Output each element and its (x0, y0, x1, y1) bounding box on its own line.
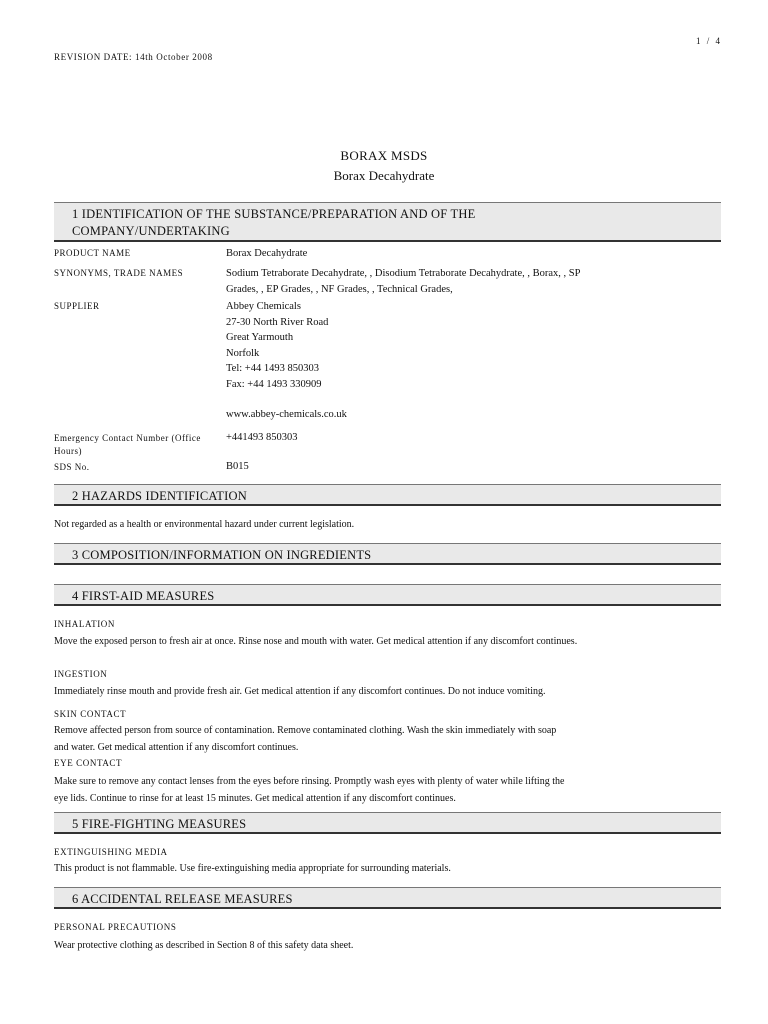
document-title: BORAX MSDS (340, 148, 428, 163)
extinguishing-media-label: EXTINGUISHING MEDIA (54, 847, 168, 857)
sds-number-label: SDS No. (54, 462, 90, 472)
section-4-header (54, 584, 721, 606)
eye-contact-line-1: Make sure to remove any contact lenses from the eyes before rinsing. Promptly wash eyes with plenty of water while lifting the (54, 776, 565, 787)
personal-precautions-label: PERSONAL PRECAUTIONS (54, 922, 177, 932)
sds-number-value: B015 (226, 461, 249, 472)
section-3-header-text: 3 COMPOSITION/INFORMATION ON INGREDIENTS (72, 548, 372, 562)
section-4-header-text: 4 FIRST-AID MEASURES (72, 589, 215, 603)
supplier-address (226, 299, 328, 392)
section-1-header (54, 202, 721, 242)
section-5-header-text: 5 FIRE-FIGHTING MEASURES (72, 817, 247, 831)
section-6-header (54, 887, 721, 909)
extinguishing-media-text: This product is not flammable. Use fire-extinguishing media appropriate for surrounding materials. (54, 863, 451, 874)
skin-contact-label: SKIN CONTACT (54, 709, 127, 719)
personal-precautions-text: Wear protective clothing as described in Section 8 of this safety data sheet. (54, 940, 354, 951)
emergency-contact-value: +441493 850303 (226, 432, 298, 443)
synonyms-line-1: Sodium Tetraborate Decahydrate, , Disodium Tetraborate Decahydrate, , Borax, , SP (226, 268, 581, 279)
eye-contact-label: EYE CONTACT (54, 758, 123, 768)
emergency-label-line-1: Emergency Contact Number (Office (54, 433, 201, 443)
skin-contact-line-1: Remove affected person from source of contamination. Remove contaminated clothing. Wash the skin immediately with soap (54, 725, 557, 736)
ingestion-label: INGESTION (54, 669, 108, 679)
section-5-header (54, 812, 721, 834)
eye-contact-text (54, 774, 714, 807)
emergency-label-line-2: Hours) (54, 446, 82, 456)
supplier-label: SUPPLIER (54, 301, 100, 311)
section-1-header-line2: COMPANY/UNDERTAKING (72, 224, 230, 238)
section-3-header (54, 543, 721, 565)
hazards-text: Not regarded as a health or environmental hazard under current legislation. (54, 519, 355, 530)
product-name-label: PRODUCT NAME (54, 248, 131, 258)
eye-contact-line-2: eye lids. Continue to rinse for at least 15 minutes. Get medical attention if any discomfort continues. (54, 792, 456, 804)
supplier-line: Norfolk (226, 347, 260, 359)
inhalation-label: INHALATION (54, 619, 115, 629)
synonyms-label: SYNONYMS, TRADE NAMES (54, 268, 184, 278)
supplier-line: Great Yarmouth (226, 332, 294, 343)
document-subtitle: Borax Decahydrate (333, 168, 435, 183)
supplier-website-link[interactable]: www.abbey-chemicals.co.uk (226, 409, 347, 420)
section-1-header-line1: 1 IDENTIFICATION OF THE SUBSTANCE/PREPARATION AND OF THE (72, 207, 476, 221)
product-name-value: Borax Decahydrate (226, 248, 308, 259)
section-2-header-text: 2 HAZARDS IDENTIFICATION (72, 489, 247, 503)
supplier-line: Abbey Chemicals (226, 301, 301, 312)
section-6-header-text: 6 ACCIDENTAL RELEASE MEASURES (72, 892, 293, 906)
supplier-line: 27-30 North River Road (226, 316, 329, 328)
ingestion-text: Immediately rinse mouth and provide fresh air. Get medical attention if any discomfort continues. Do not induce vomiting. (54, 686, 546, 697)
supplier-line: Fax: +44 1493 330909 (226, 378, 322, 390)
synonyms-line-2: Grades, , EP Grades, , NF Grades, , Technical Grades, (226, 283, 453, 295)
emergency-contact-label (54, 432, 224, 458)
synonyms-value (226, 266, 666, 297)
revision-date: REVISION DATE: 14th October 2008 (54, 52, 213, 62)
title-block (0, 148, 768, 184)
inhalation-text: Move the exposed person to fresh air at once. Rinse nose and mouth with water. Get medical attention if any discomfort continues. (54, 636, 578, 647)
page-number: 1 / 4 (695, 36, 722, 46)
supplier-line: Tel: +44 1493 850303 (226, 363, 319, 374)
skin-contact-line-2: and water. Get medical attention if any discomfort continues. (54, 741, 299, 753)
section-2-header (54, 484, 721, 506)
skin-contact-text (54, 723, 714, 756)
